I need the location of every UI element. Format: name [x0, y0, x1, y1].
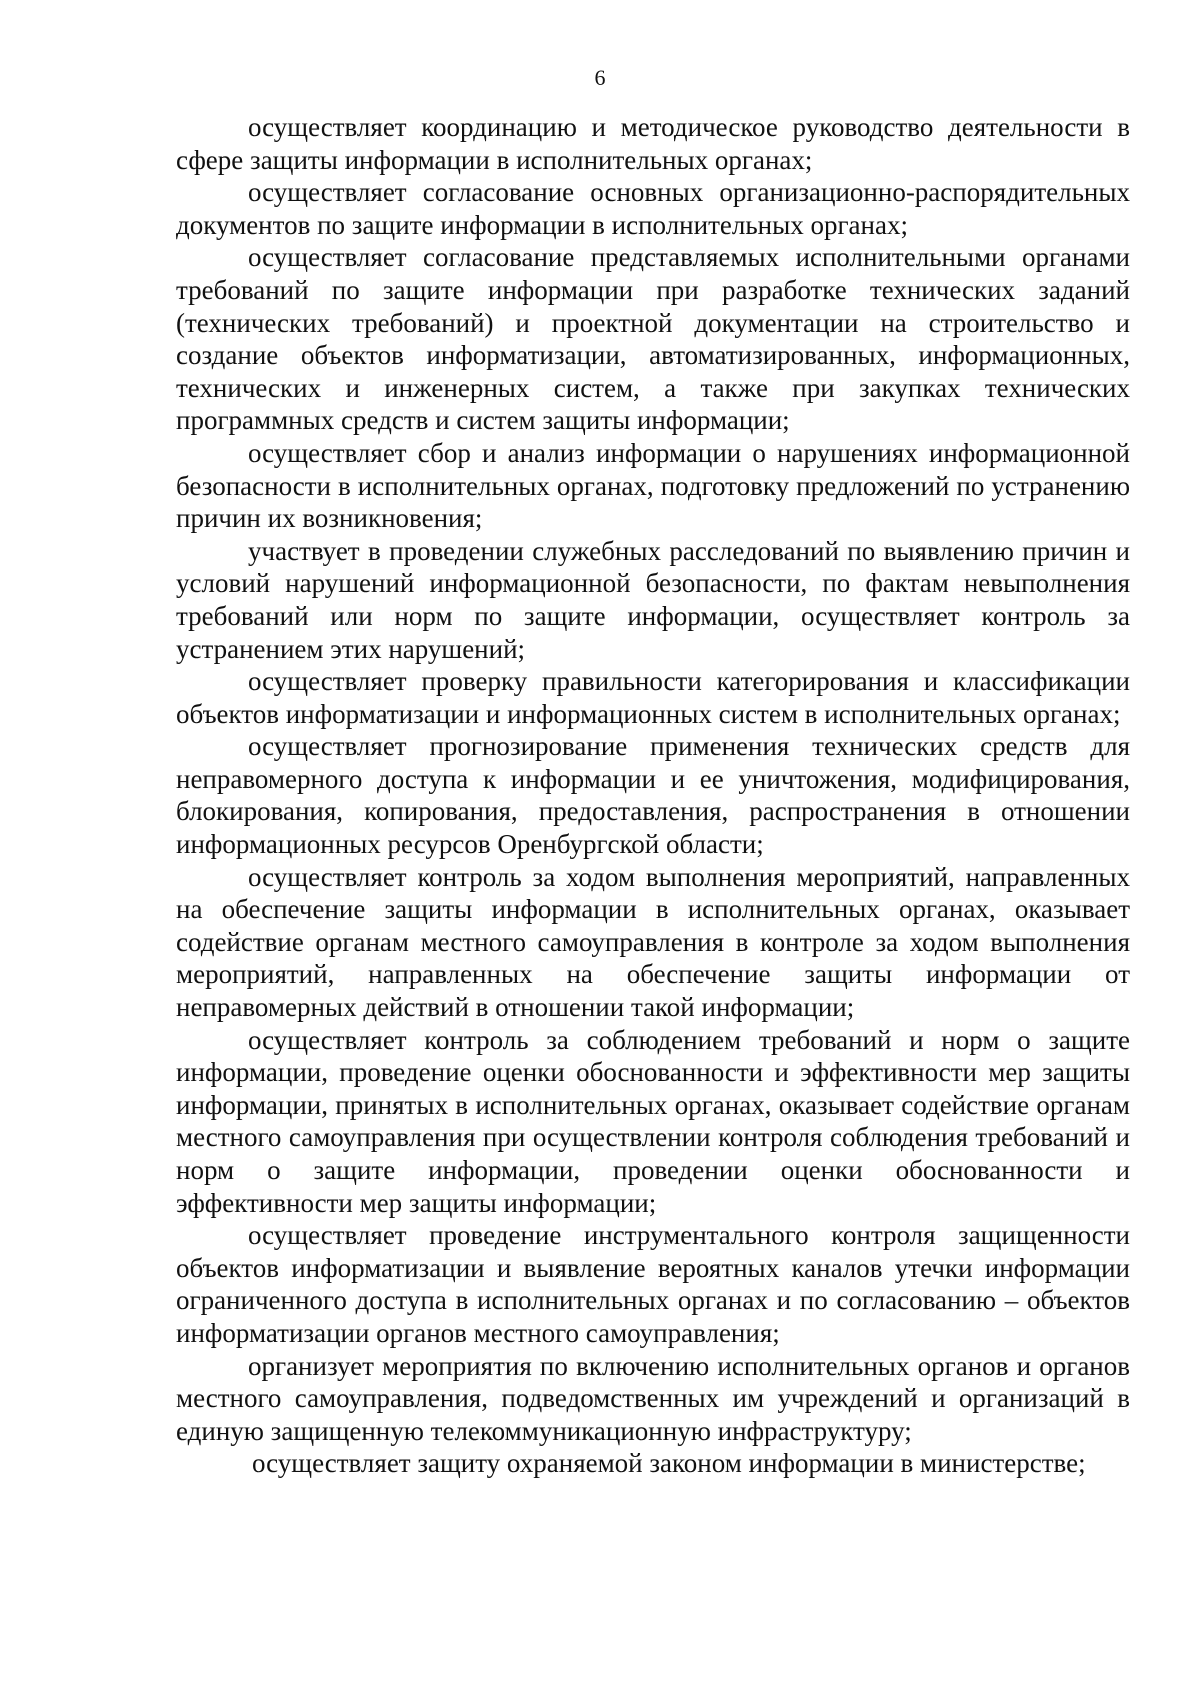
- paragraph-investigations: участвует в проведении служебных расследований по выявлению причин и условий нарушений информационной безопасности, по фактам невыполнения требований или норм по защите информации, осуществляет контроль за устранением этих нарушений;: [176, 535, 1130, 664]
- paragraph-requirements-approval: осуществляет согласование представляемых исполнительными органами требований по защите информации при разработке технических заданий (технических требований) и проектной документации на строительство и создание объектов информатизации, автоматизированных, информационных, технических и инженерных систем, а также при закупках технических программных средств и систем защиты информации;: [176, 242, 1130, 436]
- paragraph-ministry-protection: осуществляет защиту охраняемой законом информации в министерстве;: [252, 1448, 1086, 1479]
- paragraph-document-approval: осуществляет согласование основных организационно-распорядительных документов по защите информации в исполнительных органах;: [176, 177, 1130, 240]
- document-body: [176, 111, 1130, 1480]
- paragraph-categorization-check: осуществляет проверку правильности категорирования и классификации объектов информатизации и информационных систем в исполнительных органах;: [176, 666, 1130, 729]
- paragraph-measures-control: осуществляет контроль за ходом выполнения мероприятий, направленных на обеспечение защиты информации в исполнительных органах, оказывает содействие органам местного самоуправления в контроле за ходом выполнения мероприятий, направленных на обеспечение защиты информации от неправомерных действий в отношении такой информации;: [176, 861, 1130, 1023]
- paragraph-instrumental-control: осуществляет проведение инструментального контроля защищенности объектов информатизации и выявление вероятных каналов утечки информации ограниченного доступа в исполнительных органах и по согласованию – объектов информатизации органов местного самоуправления;: [176, 1220, 1130, 1348]
- paragraph-coordination: осуществляет координацию и методическое руководство деятельности в сфере защиты информации в исполнительных органах;: [176, 112, 1130, 175]
- paragraph-violation-analysis: осуществляет сбор и анализ информации о нарушениях информационной безопасности в исполнительных органах, подготовку предложений по устранению причин их возникновения;: [176, 437, 1130, 534]
- page-number: 6: [594, 65, 606, 90]
- paragraph-compliance-control: осуществляет контроль за соблюдением требований и норм о защите информации, проведение оценки обоснованности и эффективности мер защиты информации, принятых в исполнительных органах, оказывает содействие органам местного самоуправления при осуществлении контроля соблюдения требований и норм о защите информации, проведении оценки обоснованности и эффективности мер защиты информации;: [176, 1024, 1130, 1218]
- paragraph-forecasting: осуществляет прогнозирование применения технических средств для неправомерного доступа к информации и ее уничтожения, модифицирования, блокирования, копирования, предоставления, распространения в отношении информационных ресурсов Оренбургской области;: [176, 731, 1130, 860]
- paragraph-infrastructure: организует мероприятия по включению исполнительных органов и органов местного самоуправления, подведомственных им учреждений и организаций в единую защищенную телекоммуникационную инфраструктуру;: [176, 1350, 1130, 1446]
